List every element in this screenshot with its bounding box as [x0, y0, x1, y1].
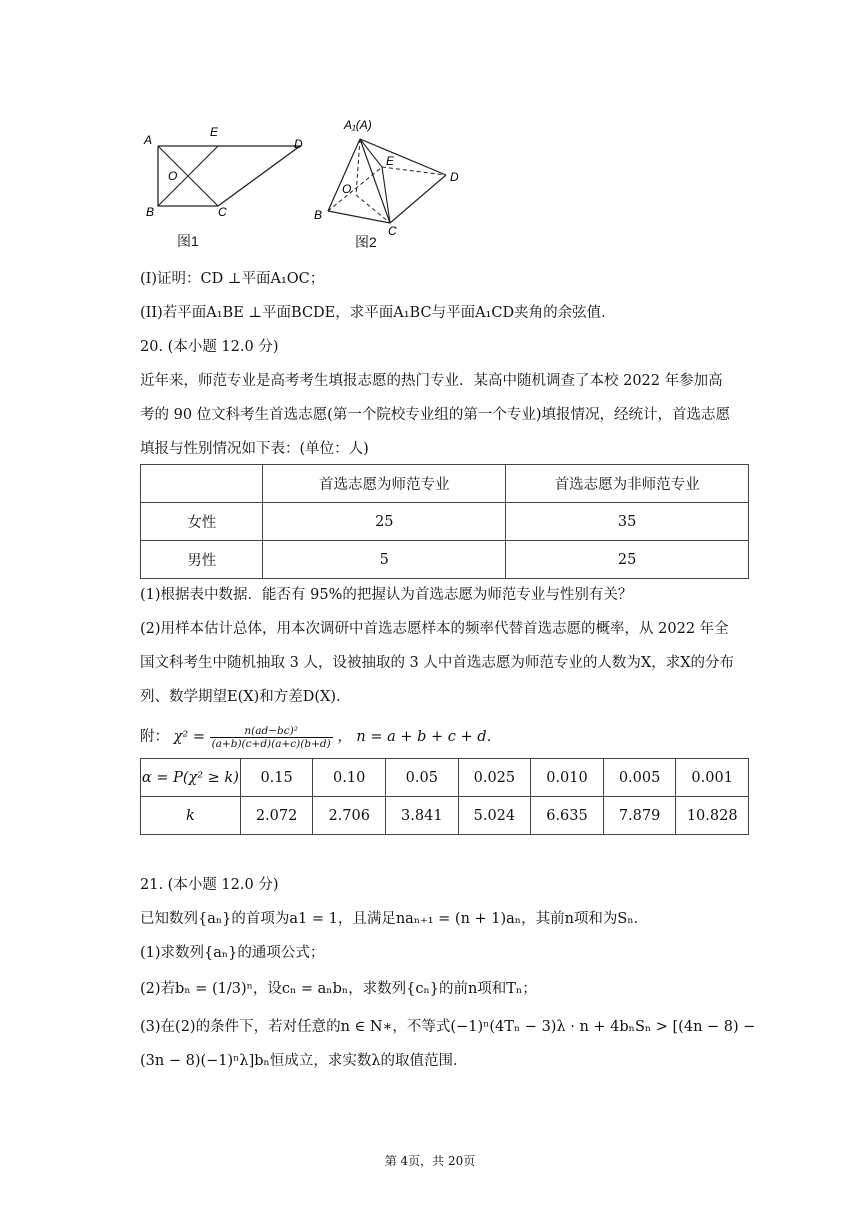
appendix-prefix: 附：: [140, 729, 169, 745]
formula-denominator: (a+b)(c+d)(a+c)(b+d): [211, 737, 331, 750]
figure-1-diagram: [140, 122, 323, 222]
table-cell: 0.001: [676, 759, 749, 797]
table-cell: 10.828: [676, 797, 749, 835]
table-cell: 25: [506, 541, 749, 579]
fig1-label-c: C: [218, 205, 227, 219]
page-footer: 第 4页，共 20页: [384, 1154, 476, 1168]
table-cell: 5.024: [458, 797, 531, 835]
table-header-cell: [141, 465, 263, 503]
fig1-label-e: E: [210, 125, 219, 139]
table-cell: 2.072: [240, 797, 313, 835]
table-row-label: k: [141, 797, 241, 835]
table-cell: 0.010: [531, 759, 604, 797]
q19-part2: (II)若平面A₁BE ⊥平面BCDE，求平面A₁BC与平面A₁CD夹角的余弦值．: [140, 305, 616, 321]
table-cell: 35: [506, 503, 749, 541]
table-row: [141, 541, 749, 579]
table-row: [141, 797, 749, 835]
table-cell: 男性: [141, 541, 263, 579]
q21-part3-line1: (3)在(2)的条件下，若对任意的n ∈ N∗，不等式(−1)ⁿ(4Tₙ − 3)λ · n + 4bₙSₙ > [(4n − 8) −: [140, 1019, 756, 1035]
figure-2-caption: 图2: [355, 234, 377, 250]
q20-question2-line3: 列、数学期望E(X)和方差D(X)．: [140, 689, 351, 705]
q20-para1: 近年来，师范专业是高考考生填报志愿的热门专业．某高中随机调查了本校 2022 年参加高: [140, 373, 723, 389]
fig2-label-d: D: [450, 170, 459, 184]
table-cell: 2.706: [313, 797, 386, 835]
table-row: [141, 503, 749, 541]
figure-1-caption: 图1: [177, 233, 199, 249]
q20-para3: 填报与性别情况如下表：(单位：人): [140, 441, 369, 457]
table-cell: 女性: [141, 503, 263, 541]
formula-fraction: [210, 725, 333, 750]
fig1-label-o: O: [168, 169, 178, 183]
formula-tail: ， n = a + b + c + d．: [337, 729, 502, 745]
table-cell: 0.05: [386, 759, 459, 797]
table-row: [141, 759, 749, 797]
formula-numerator: n(ad−bc)²: [210, 725, 333, 738]
q21-part3-line2: (3n − 8)(−1)ⁿλ]bₙ恒成立，求实数λ的取值范围．: [140, 1053, 468, 1069]
table-cell: 0.025: [458, 759, 531, 797]
q21-header: 21. (本小题 12.0 分): [140, 877, 279, 893]
q21-part1: (1)求数列{aₙ}的通项公式；: [140, 945, 325, 961]
table-cell: 0.10: [313, 759, 386, 797]
gender-table: [140, 464, 749, 579]
formula-lhs: χ² =: [173, 729, 205, 745]
table-cell: 0.15: [240, 759, 313, 797]
fig2-label-c: C: [388, 224, 397, 235]
chi-square-formula: [140, 724, 501, 750]
fig1-label-a: A: [144, 133, 153, 147]
table-cell: 0.005: [603, 759, 676, 797]
fig1-label-b: B: [146, 205, 155, 219]
q20-question2-line1: (2)用样本估计总体，用本次调研中首选志愿样本的频率代替首选志愿的概率，从 2022 年全: [140, 621, 729, 637]
q21-intro: 已知数列{aₙ}的首项为a1 = 1，且满足naₙ₊₁ = (n + 1)aₙ，其前n项和为Sₙ．: [140, 911, 649, 927]
table-cell: 3.841: [386, 797, 459, 835]
q20-para2: 考的 90 位文科考生首选志愿(第一个院校专业组的第一个专业)填报情况，经统计，首选志愿: [140, 407, 730, 423]
q21-part2: (2)若bₙ = (1/3)ⁿ，设cₙ = aₙbₙ，求数列{cₙ}的前n项和Tₙ；: [140, 981, 537, 997]
table-cell: 6.635: [531, 797, 604, 835]
q20-question1: (1)根据表中数据．能否有 95%的把握认为首选志愿为师范专业与性别有关？: [140, 587, 633, 603]
table-header-cell: 首选志愿为师范专业: [263, 465, 506, 503]
fig2-label-o: O: [342, 182, 352, 196]
table-cell: 25: [263, 503, 506, 541]
fig1-label-d: D: [294, 137, 303, 151]
figure-2-diagram: [310, 115, 480, 235]
fig2-label-a1: A₁(A): [344, 118, 372, 132]
fig2-label-b: B: [314, 208, 323, 222]
table-header-cell: 首选志愿为非师范专业: [506, 465, 749, 503]
q20-question2-line2: 国文科考生中随机抽取 3 人，设被抽取的 3 人中首选志愿为师范专业的人数为X，求X的分布: [140, 655, 735, 671]
fig2-label-e: E: [386, 154, 395, 168]
table-cell: 5: [263, 541, 506, 579]
q19-part1: (I)证明：CD ⊥平面A₁OC；: [140, 271, 325, 287]
q20-header: 20. (本小题 12.0 分): [140, 339, 279, 355]
table-row-label: α = P(χ² ≥ k): [141, 759, 241, 797]
critical-value-table: [140, 758, 749, 835]
table-cell: 7.879: [603, 797, 676, 835]
